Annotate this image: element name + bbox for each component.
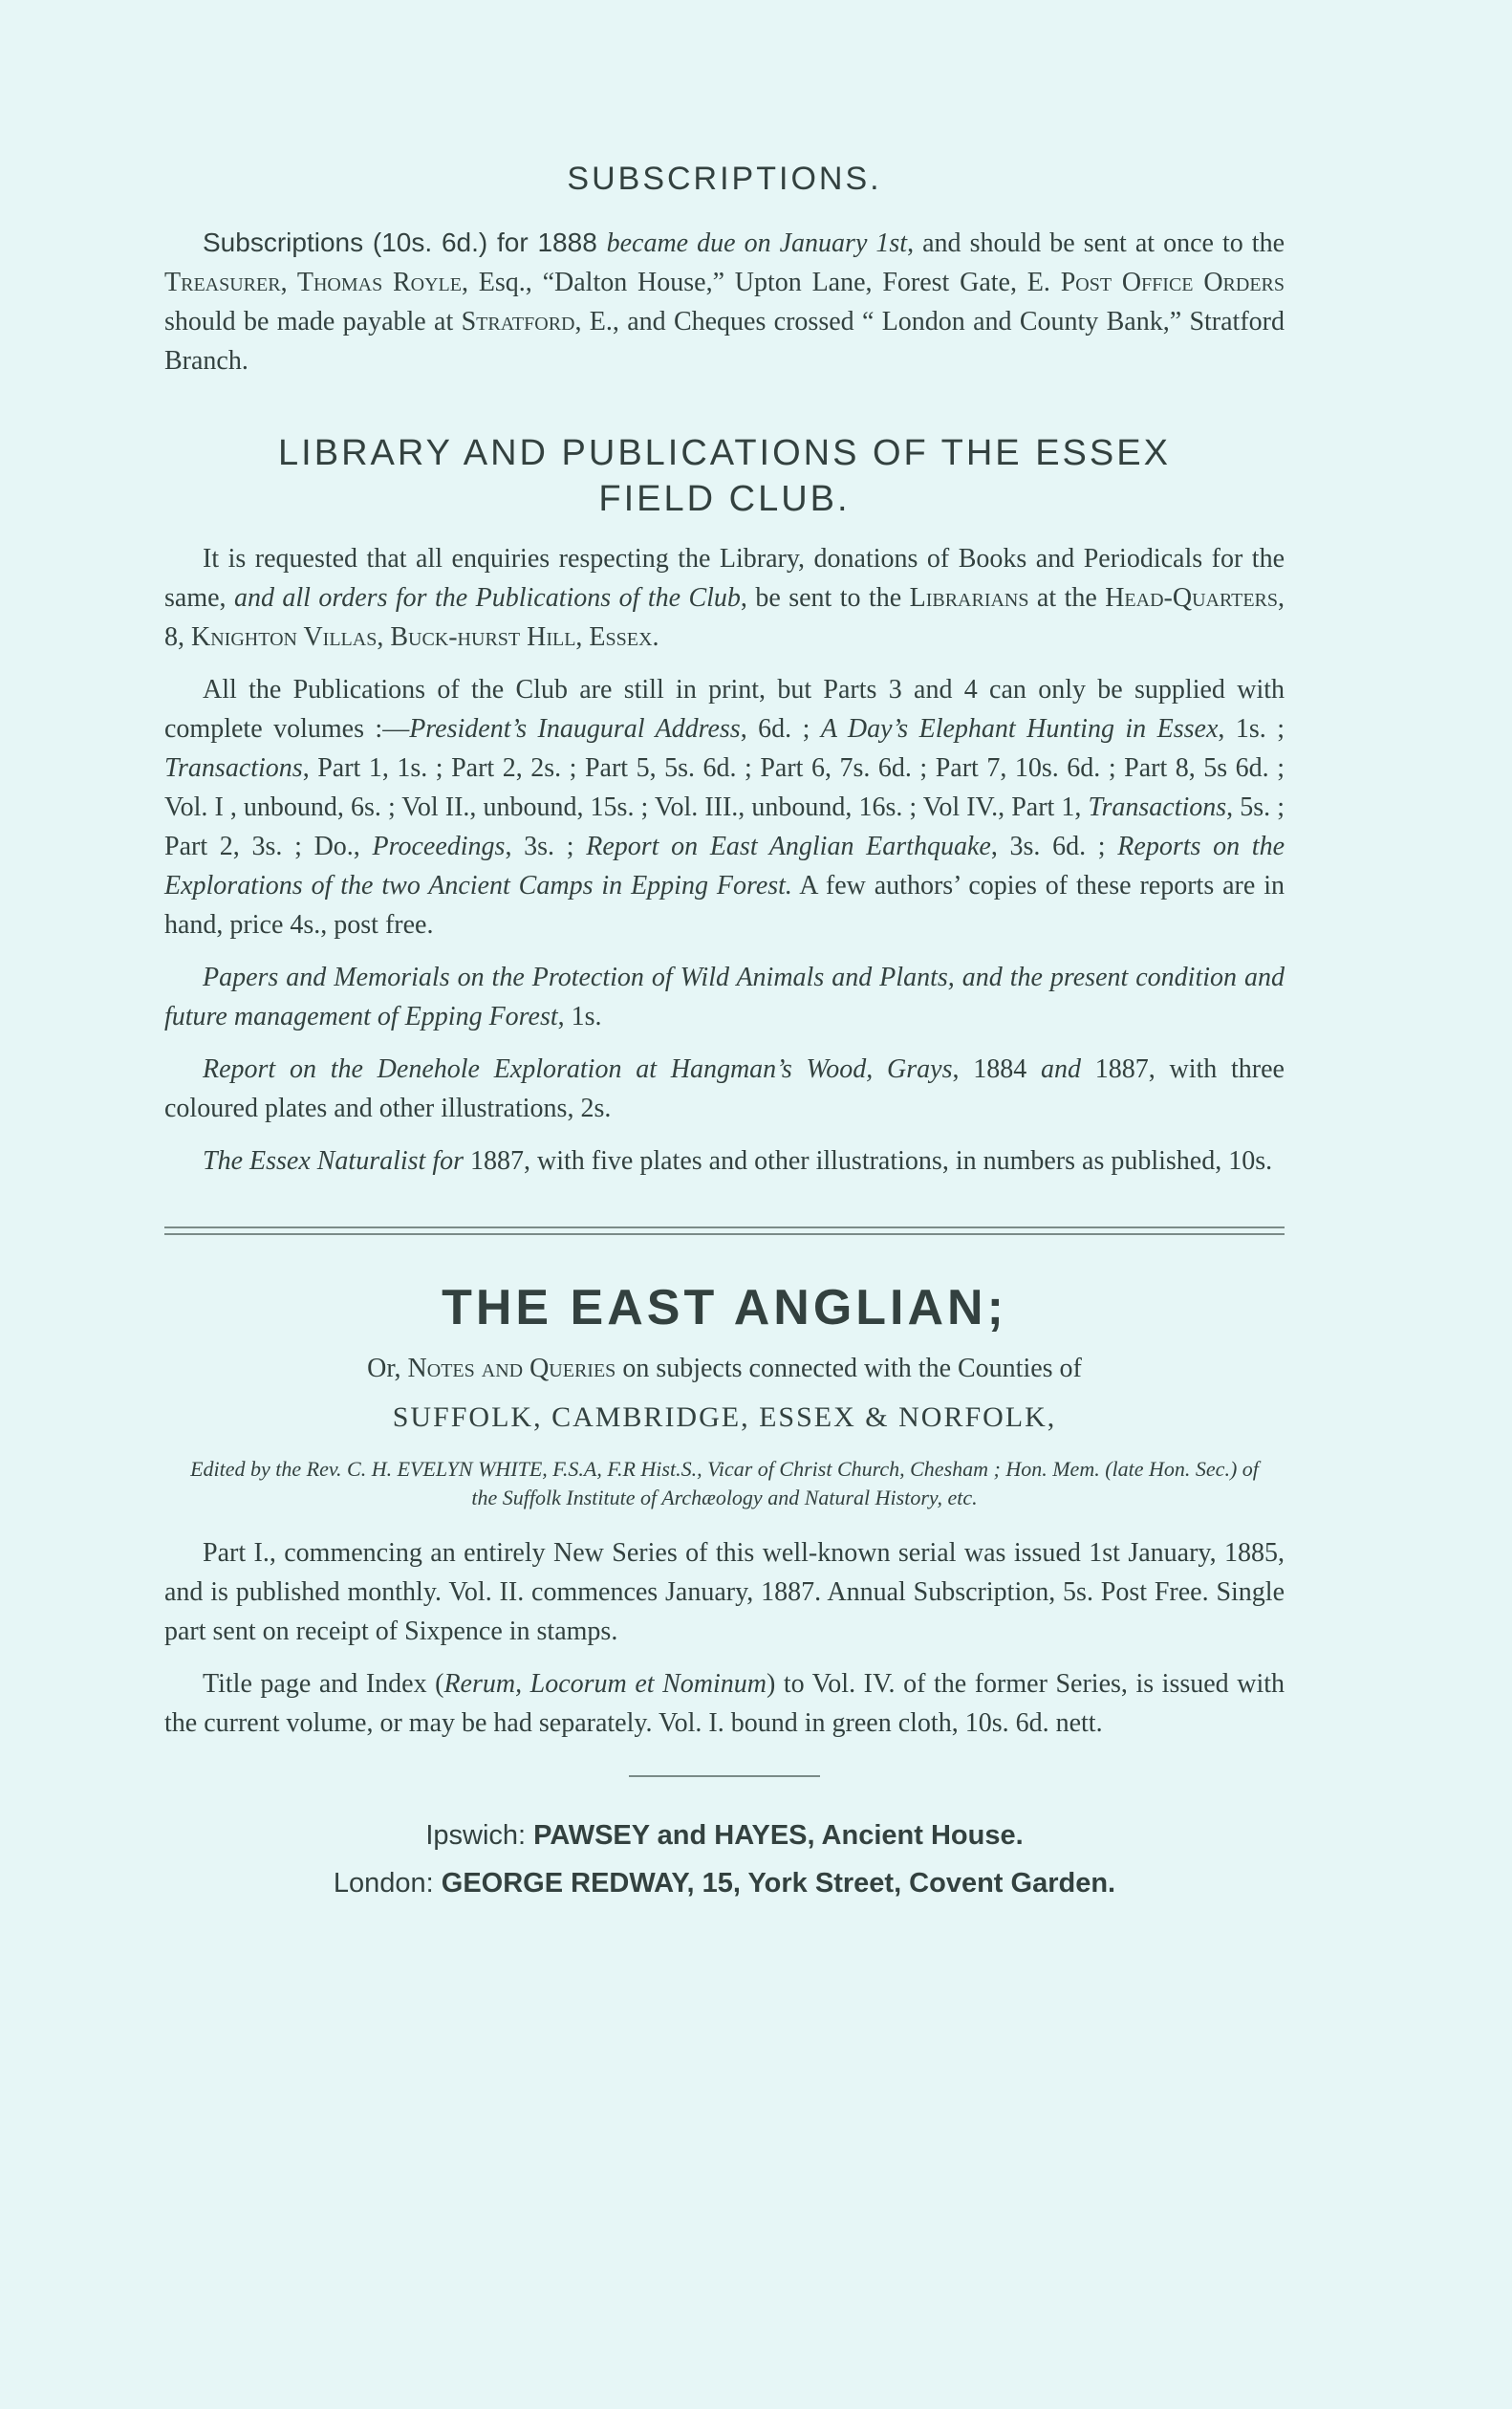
east-anglian-editor: Edited by the Rev. C. H. EVELYN WHITE, F.S.A, F.R Hist.S., Vicar of Christ Church, Chesham ; Hon. Mem. (late Hon. Sec.) of the Suffolk Institute of Archæology and Natural History, etc. — [190, 1457, 1259, 1509]
library-heading — [164, 430, 1285, 522]
pub-presidents-address: President’s Inaugural Address — [409, 714, 741, 744]
pub-price-4: , 3s. 6d. ; — [990, 832, 1118, 861]
imprint — [164, 1812, 1285, 1907]
library-enquiries-paragraph — [164, 539, 1285, 657]
papers-price: , 1s. — [557, 1002, 602, 1031]
subscriptions-paragraph — [164, 223, 1285, 380]
ea-p2-index-title: Rerum, Locorum et Nominum — [443, 1669, 767, 1699]
library-naturalist-paragraph — [164, 1141, 1285, 1181]
denehole-details: 1887, with three coloured plates and other illustrations, 2s. — [164, 1054, 1285, 1123]
pub-elephant-hunting: A Day’s Elephant Hunting in Essex — [820, 714, 1219, 744]
imprint-london — [164, 1859, 1285, 1907]
subscriptions-post-office-orders: Post Office Orders — [1060, 268, 1285, 297]
library-at: at the — [1028, 583, 1106, 613]
subscriptions-due: became due on January 1st — [606, 228, 908, 258]
ea-p2-lead: Title page and Index ( — [203, 1669, 444, 1699]
imprint-divider — [629, 1775, 820, 1777]
subscriptions-payable: should be made payable at — [164, 307, 462, 336]
east-anglian-title: THE EAST ANGLIAN; — [442, 1280, 1007, 1335]
library-enquiries-orders: and all orders for the Publications of the Club — [233, 583, 741, 613]
east-anglian-subtitle — [164, 1354, 1285, 1384]
subscriptions-treasurer: Treasurer, Thomas Royle — [164, 268, 462, 297]
pub-authors-copies: A few authors’ copies of these reports are in hand, price 4s., post free. — [164, 871, 1285, 940]
pub-price-3: , 3s. ; — [505, 832, 587, 861]
naturalist-details: 1887, with five plates and other illustrations, in numbers as published, 10s. — [464, 1146, 1273, 1176]
imprint-ipswich-publisher: PAWSEY and HAYES, Ancient House. — [533, 1820, 1024, 1851]
papers-title: Papers and Memorials on the Protection of Wild Animals and Plants, and the present condition and future management of Epping Forest — [164, 963, 1285, 1031]
section-divider — [164, 1226, 1285, 1235]
library-enquiries-sent: , be sent to the — [740, 583, 910, 613]
imprint-ipswich — [164, 1812, 1285, 1859]
naturalist-title: The Essex Naturalist for — [203, 1146, 464, 1176]
ea-p2-rest: ) to Vol. IV. of the former Series, is issued with the current volume, or may be had separately. Vol. I. bound in green cloth, 10s. 6d. nett. — [164, 1669, 1285, 1738]
ea-sub-or: Or, — [367, 1354, 408, 1383]
east-anglian-paragraph-1: Part I., commencing an entirely New Series of this well-known serial was issued 1st January, 1885, and is published monthly. Vol. II. commences January, 1887. Annual Subscription, 5s. Post Free. Single part sent on receipt of Sixpence in stamps. — [164, 1538, 1285, 1646]
imprint-london-publisher: GEORGE REDWAY, 15, York Street, Covent Garden. — [441, 1868, 1116, 1899]
subscriptions-address: , Esq., “Dalton House,” Upton Lane, Forest Gate, E. — [462, 268, 1061, 297]
denehole-and: and — [1041, 1054, 1081, 1084]
library-headquarters-address: Head-Quarters, 8, Knighton Villas, Buck-hurst Hill, Essex — [164, 583, 1285, 652]
pub-transactions: Transactions — [164, 753, 303, 783]
content-column — [164, 134, 1285, 1907]
library-publications-paragraph — [164, 670, 1285, 944]
library-papers-paragraph — [164, 958, 1285, 1036]
pub-price-1: , 6d. ; — [740, 714, 821, 744]
pub-earthquake-report: Report on East Anglian Earthquake — [586, 832, 991, 861]
library-enquiries-text: It is requested that all enquiries respecting the Library, donations of Books and Periodicals for the same, — [164, 544, 1285, 613]
ea-sub-notes-queries: Notes and Queries — [407, 1354, 616, 1383]
pub-parts-2: , 5s. ; Part 2, 3s. ; Do., — [164, 792, 1285, 861]
pub-price-2: , 1s. ; — [1218, 714, 1285, 744]
pub-proceedings: Proceedings — [372, 832, 506, 861]
subscriptions-lead: Subscriptions (10s. 6d.) for 1888 — [203, 228, 607, 257]
subscriptions-stratford: Stratford — [461, 307, 575, 336]
library-heading-line1: LIBRARY AND PUBLICATIONS OF THE ESSEX — [278, 433, 1171, 473]
imprint-ipswich-place: Ipswich: — [425, 1820, 527, 1851]
ea-sub-rest: on subjects connected with the Counties of — [616, 1354, 1082, 1383]
subscriptions-text: , and should be sent at once to the — [907, 228, 1285, 258]
library-denehole-paragraph — [164, 1050, 1285, 1128]
pub-transactions-2: Transactions — [1088, 792, 1227, 822]
pub-epping-reports: Reports on the Explorations of the two Ancient Camps in Epping Forest. — [164, 832, 1285, 901]
library-heading-line2: FIELD CLUB. — [598, 479, 851, 519]
east-anglian-counties: SUFFOLK, CAMBRIDGE, ESSEX & NORFOLK, — [392, 1401, 1057, 1433]
pub-parts-list: , Part 1, 1s. ; Part 2, 2s. ; Part 5, 5s. 6d. ; Part 6, 7s. 6d. ; Part 7, 10s. 6d. ; Part 8, 5s 6d. ; Vol. I , unbound, 6s. ; Vol II., unbound, 15s. ; Vol. III., unbound, 16s. ; Vol IV., Part 1, — [164, 753, 1285, 822]
denehole-title: Report on the Denehole Exploration at Hangman’s Wood, Grays — [203, 1054, 953, 1084]
subscriptions-cheques: , E., and Cheques crossed “ London and County Bank,” Stratford Branch. — [164, 307, 1285, 376]
library-librarians: Librarians — [909, 583, 1029, 613]
east-anglian-paragraph-2 — [164, 1664, 1285, 1743]
imprint-london-place: London: — [333, 1868, 434, 1899]
denehole-year1: , 1884 — [952, 1054, 1041, 1084]
library-period: . — [652, 622, 659, 652]
pub-intro: All the Publications of the Club are still in print, but Parts 3 and 4 can only be supplied with complete volumes :— — [164, 675, 1285, 744]
subscriptions-heading: SUBSCRIPTIONS. — [567, 161, 882, 197]
